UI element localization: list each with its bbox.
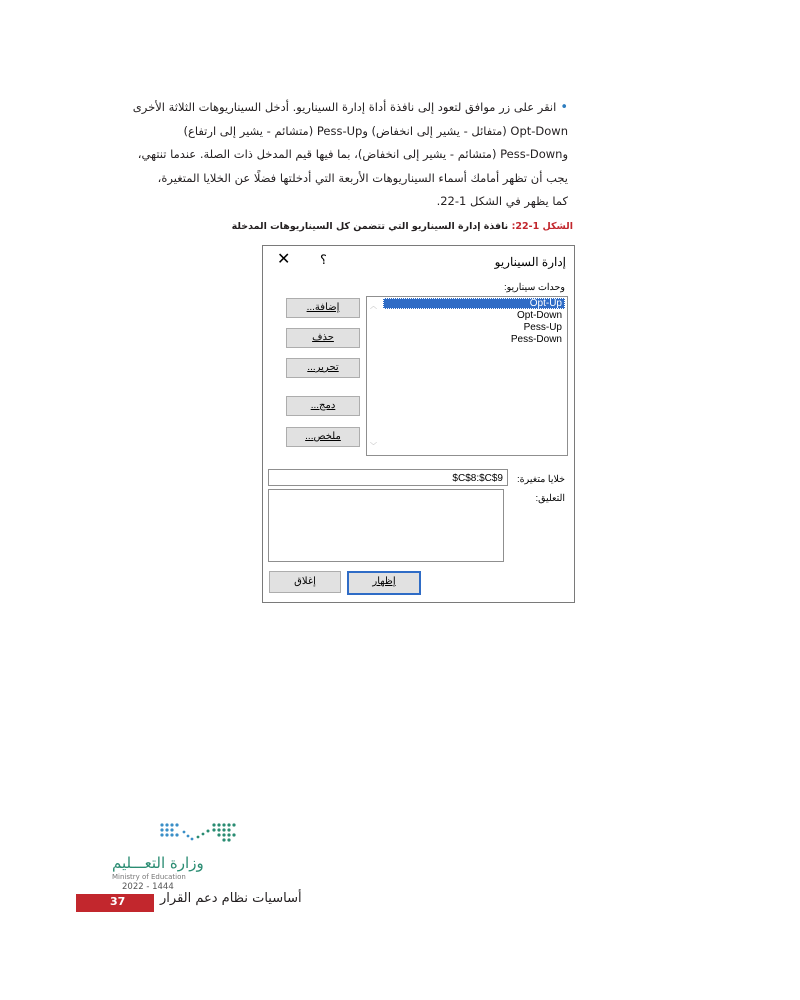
ministry-name-en: Ministry of Education: [112, 873, 186, 881]
figure-number: الشكل 1-22:: [511, 221, 573, 232]
scenario-item-pess-up[interactable]: Pess-Up: [523, 322, 562, 333]
add-button[interactable]: إضافة...: [286, 298, 360, 318]
scroll-down-icon[interactable]: ﹀: [370, 443, 377, 450]
body-paragraph: [108, 96, 568, 214]
merge-button[interactable]: دمج...: [286, 396, 360, 416]
edit-button[interactable]: تحرير...: [286, 358, 360, 378]
comment-field[interactable]: [268, 489, 504, 562]
ministry-name-ar: وزارة التعـــليم: [112, 854, 204, 872]
scroll-up-icon[interactable]: ︿: [370, 303, 377, 310]
close-button[interactable]: إغلاق: [269, 571, 341, 593]
show-button[interactable]: إظهار: [347, 571, 421, 595]
body-line-1: •انقر على زر موافق لتعود إلى نافذة أداة إدارة السيناريو. أدخل السيناريوهات الثلاثة الأخرى: [132, 100, 568, 115]
comment-label: التعليق:: [535, 493, 565, 504]
body-line-5: كما يظهر في الشكل 1-22.: [436, 194, 568, 208]
changing-cells-label: خلايا متغيرة:: [517, 474, 565, 485]
book-title: أساسيات نظام دعم القرار: [160, 891, 302, 906]
figure-caption-text: نافذة إدارة السيناريو التي تتضمن كل السيناريوهات المدخلة: [231, 221, 512, 232]
close-icon[interactable]: ✕: [277, 251, 291, 268]
listbox-scrollbar[interactable]: [367, 297, 381, 455]
scenario-manager-dialog: [262, 245, 575, 603]
ministry-logo-icon: [158, 820, 238, 846]
help-icon[interactable]: ؟: [320, 252, 327, 267]
bullet-icon: •: [560, 100, 568, 115]
summary-button[interactable]: ملخص...: [286, 427, 360, 447]
body-line-3: وPess-Down (متشائم - يشير إلى انخفاض)، بما فيها قيم المدخل ذات الصلة. عندما تنتهي،: [137, 147, 568, 161]
delete-button[interactable]: حذف: [286, 328, 360, 348]
scenarios-label: وحدات سيناريو:: [503, 282, 565, 293]
body-line-4: يجب أن تظهر أمامك أسماء السيناريوهات الأربعة التي أدخلتها فضلًا عن الخلايا المتغيرة،: [157, 170, 568, 185]
dialog-title: إدارة السيناريو: [494, 255, 566, 269]
scenario-item-opt-up[interactable]: Opt-Up: [383, 298, 565, 309]
changing-cells-field[interactable]: $C$8:$C$9: [268, 469, 508, 486]
figure-caption: [231, 221, 573, 232]
page-number: 37: [110, 895, 126, 908]
academic-year: 2022 - 1444: [122, 882, 174, 892]
scenarios-listbox[interactable]: [366, 296, 568, 456]
scenario-item-pess-down[interactable]: Pess-Down: [510, 334, 562, 345]
body-line-2: Opt-Down (متفائل - يشير إلى انخفاض) وPess-Up (متشائم - يشير إلى ارتفاع): [183, 123, 568, 138]
scenario-item-opt-down[interactable]: Opt-Down: [516, 310, 562, 321]
